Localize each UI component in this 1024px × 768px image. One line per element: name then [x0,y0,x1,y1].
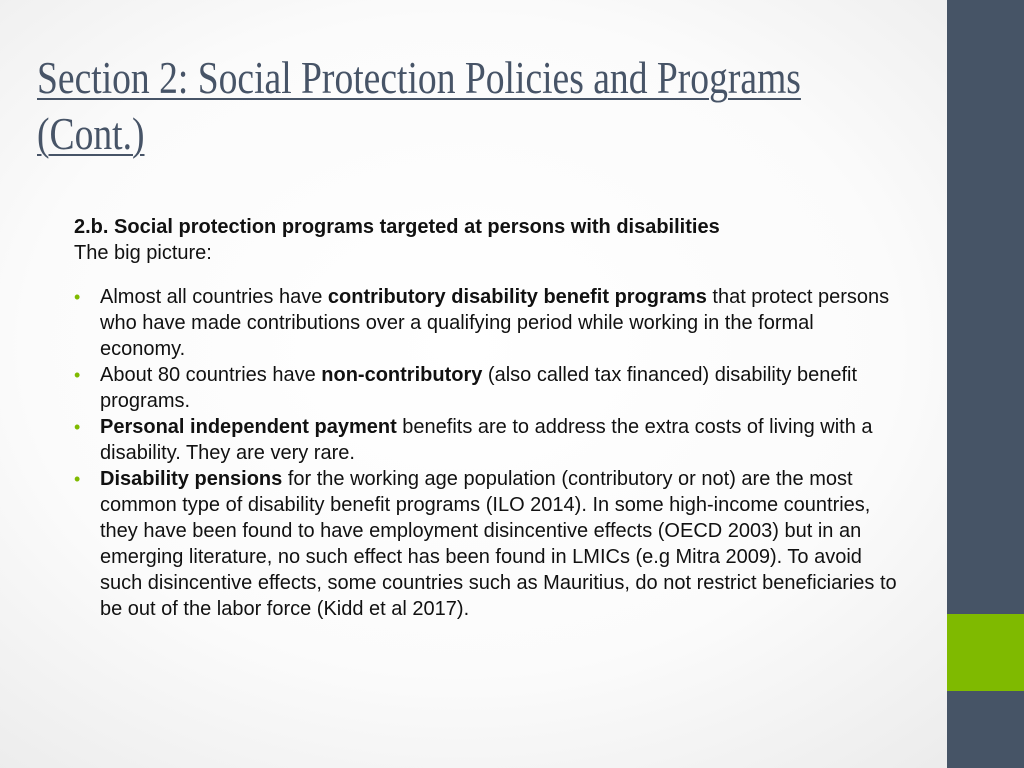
bullet-icon: • [74,365,81,385]
bullet-item [74,362,904,414]
bullet-text: (also called tax financed) disability benefit programs. [100,364,858,412]
subheading: 2.b. Social protection programs targeted at persons with disabilities [74,216,720,238]
bullet-text: for the working age population (contributory or not) are the most common type of disability benefit programs (ILO 2014). In some high-income countries, they have been found to have employment disincentive effects (OECD 2003) but in an emerging literature, no such effect has been found in LMICs (e.g Mitra 2009). To avoid such disincentive effects, some countries such as Mauritius, do not restrict beneficiaries to be out of the labor force (Kidd et al 2017). [100,468,897,620]
bold-term: Disability pensions [100,468,283,490]
bullet-list [74,284,904,622]
bullet-item [74,284,904,362]
title-line-2: (Cont.) [37,109,145,159]
intro-text: The big picture: [74,242,212,264]
bullet-item [74,466,904,622]
bold-term: non-contributory [321,364,483,386]
bullet-text: Almost all countries have [100,286,328,308]
bullet-item [74,414,904,466]
bullet-icon: • [74,469,81,489]
slide-body [74,214,904,622]
bullet-text: About 80 countries have [100,364,322,386]
accent-block [947,614,1024,691]
slide-title [37,50,956,162]
title-line-1: Section 2: Social Protection Policies and Programs [37,53,801,103]
bullet-icon: • [74,417,81,437]
bold-term: contributory disability benefit programs [327,286,707,308]
bullet-icon: • [74,287,81,307]
bold-term: Personal independent payment [100,416,397,438]
bullet-text: benefits are to address the extra costs of living with a disability. They are very rare. [100,416,873,464]
bullet-text: that protect persons who have made contributions over a qualifying period while working in the formal economy. [100,286,890,360]
